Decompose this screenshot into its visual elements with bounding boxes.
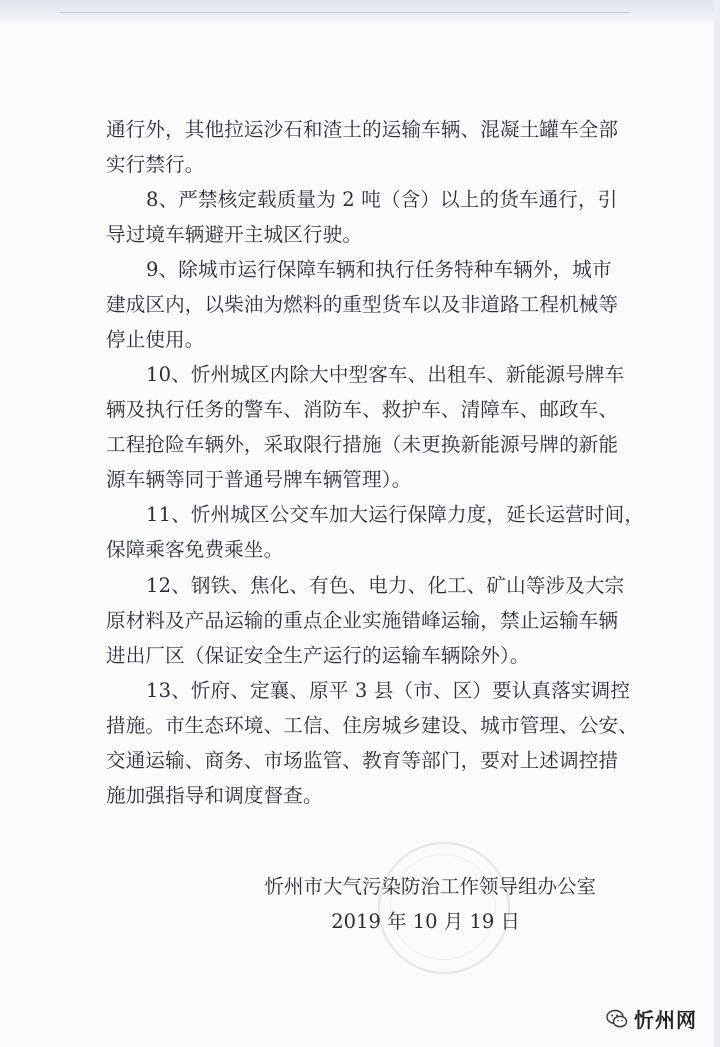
body-line: 辆及执行任务的警车、消防车、救护车、清障车、邮政车、	[106, 398, 619, 421]
watermark-text: 忻州网	[634, 1008, 697, 1032]
body-line: 导过境车辆避开主城区行驶。	[106, 223, 363, 246]
body-line: 保障乘客免费乘坐。	[106, 538, 284, 561]
body-line: 通行外，其他拉运沙石和渣土的运输车辆、混凝土罐车全部	[106, 118, 619, 141]
body-line: 8、严禁核定载质量为 2 吨（含）以上的货车通行，引	[146, 188, 618, 211]
body-line: 13、忻府、定襄、原平 3 县（市、区）要认真落实调控	[146, 679, 631, 702]
body-line: 原材料及产品运输的重点企业实施错峰运输，禁止运输车辆	[106, 609, 619, 632]
body-line: 实行禁行。	[106, 153, 205, 176]
body-line: 建成区内，以柴油为燃料的重型货车以及非道路工程机械等	[106, 293, 619, 316]
body-line: 源车辆等同于普通号牌车辆管理）。	[106, 468, 412, 491]
issuer-signature: 忻州市大气污染防治工作领导组办公室	[264, 875, 596, 898]
body-line: 工程抢险车辆外，采取限行措施（未更换新能源号牌的新能	[106, 433, 619, 456]
official-seal	[378, 842, 510, 974]
body-line: 12、钢铁、焦化、有色、电力、化工、矿山等涉及大宗	[146, 574, 625, 597]
body-line: 11、忻州城区公交车加大运行保障力度，延长运营时间，	[146, 503, 645, 526]
body-line: 停止使用。	[106, 328, 205, 351]
body-line: 进出厂区（保证安全生产运行的运输车辆除外）。	[106, 644, 530, 667]
body-line: 9、除城市运行保障车辆和执行任务特种车辆外，城市	[146, 258, 612, 281]
source-watermark	[606, 1004, 697, 1033]
issue-date: 2019 年 10 月 19 日	[331, 910, 520, 933]
body-line: 10、忻州城区内除大中型客车、出租车、新能源号牌车	[146, 363, 625, 386]
body-line: 措施。市生态环境、工信、住房城乡建设、城市管理、公安、	[106, 714, 638, 737]
wechat-icon	[606, 1008, 628, 1030]
body-line: 施加强指导和调度督查。	[106, 784, 323, 807]
body-line: 交通运输、商务、市场监管、教育等部门，要对上述调控措	[106, 749, 619, 772]
